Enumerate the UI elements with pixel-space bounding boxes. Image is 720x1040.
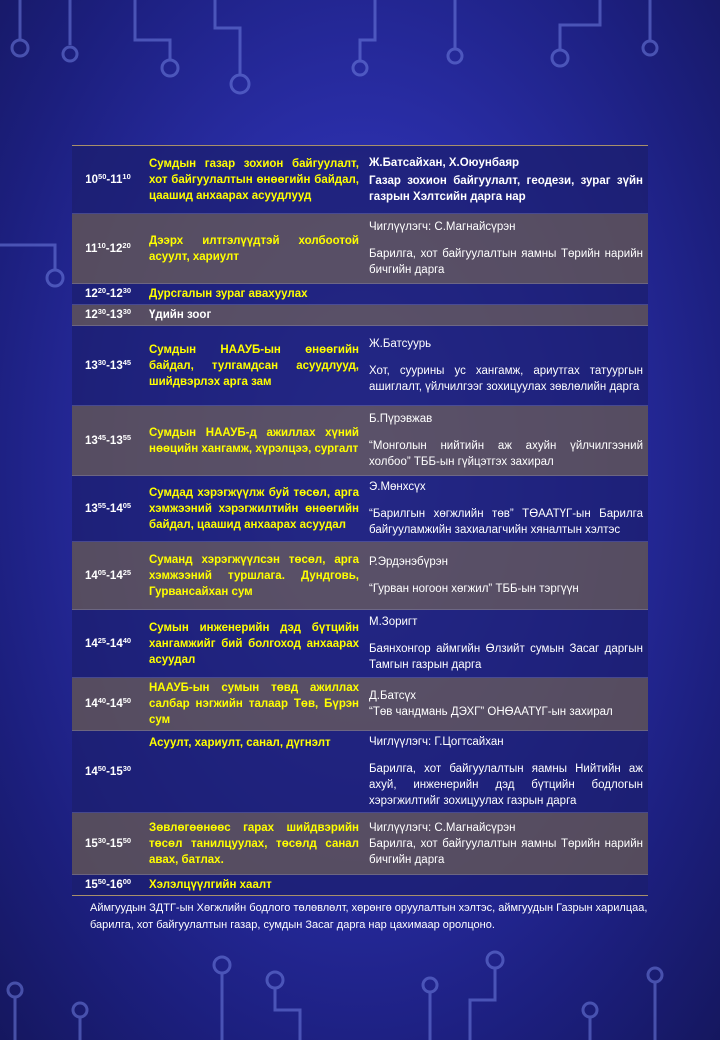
time-cell: $14^{25}-14^{40}$ [72,610,144,678]
speaker-cell [364,406,648,476]
time-cell: $13^{55}-14^{05}$ [72,476,144,542]
speaker-title: “Төв чандмань ДЭХГ” ОНӨААТҮГ-ын захирал [369,706,613,718]
topic-cell: Сумдын НААУБ-ын өнөөгийн байдал, тулгамдсан асуудлууд, шийдвэрлэх арга зам [144,326,364,406]
topic-cell: Хэлэлцүүлгийн хаалт [144,875,648,896]
agenda-row [72,875,648,896]
speaker-cell [364,214,648,284]
topic-cell: Дурсгалын зураг авахуулах [144,284,648,305]
topic-cell: Суманд хэрэгжүүлсэн төсөл, арга хэмжээний туршлага. Дундговь, Гурвансайхан сум [144,542,364,610]
speaker-title: Газар зохион байгуулалт, геодези, зураг зүйн газрын Хэлтсийн дарга нар [369,174,643,203]
speaker-cell [364,678,648,731]
speaker-title: Баянхонгор аймгийн Өлзийт сумын Засаг даргын Тамгын газрын дарга [369,643,643,671]
speaker-title: Барилга, хот байгуулалтын яамны Төрийн нарийн бичгийн дарга [369,837,643,866]
agenda-row [72,305,648,326]
time-cell: $12^{20}-12^{30}$ [72,284,144,305]
speaker-cell [364,146,648,214]
topic-cell: Үдийн зоог [144,305,648,326]
speaker-name: Р.Эрдэнэбүрэн [369,556,448,568]
agenda-row [72,813,648,875]
topic-cell: Дээрх илтгэлүүдтэй холбоотой асуулт, хариулт [144,214,364,284]
agenda-row [72,284,648,305]
speaker-name: Б.Пүрэвжав [369,413,433,425]
speaker-name: Э.Мөнхсүх [369,481,426,493]
topic-cell: Сумдын НААУБ-д ажиллах хүний нөөцийн хангамж, хүрэлцээ, сургалт [144,406,364,476]
agenda-table [72,145,648,896]
speaker-name: Чиглүүлэгч: Г.Цогтсайхан [369,736,504,748]
speaker-name: М.Зоригт [369,616,418,628]
speaker-name: Ж.Батсуурь [369,338,432,350]
topic-cell: Сумдад хэрэгжүүлж буй төсөл, арга хэмжээний хэрэгжилтийн өнөөгийн байдал, цаашид анхаарах асуудал [144,476,364,542]
time-cell: $14^{50}-15^{30}$ [72,731,144,813]
speaker-title: Барилга, хот байгуулалтын яамны Нийтийн аж ахуй, инженерийн дэд бүтцийн бодлогын хэрэгжилтийг зохицуулах газрын дарга [369,763,643,807]
agenda-row [72,731,648,813]
footnote: Аймгуудын ЗДТГ-ын Хөгжлийн бодлого төлөвлөлт, хөрөнгө оруулалтын хэлтэс, аймгуудын Газрын харилцаа, барилга, хот байгуулалтын газар, сумдын Засаг дарга нар цахимаар оролцоно. [90,902,648,931]
speaker-title: Барилга, хот байгуулалтын яамны Төрийн нарийн бичгийн дарга [369,248,643,276]
agenda-row [72,214,648,284]
topic-cell: НААУБ-ын сумын төвд ажиллах салбар нэгжийн талаар Төв, Бүрэн сум [144,678,364,731]
time-cell: $13^{30}-13^{45}$ [72,326,144,406]
agenda-row [72,326,648,406]
time-cell: $12^{30}-13^{30}$ [72,305,144,326]
time-cell: $15^{50}-16^{00}$ [72,875,144,896]
speaker-title: “Барилгын хөгжлийн төв” ТӨААТҮГ-ын Барилга байгууламжийн захиалагчийн хяналтын хэлтэс [369,508,643,536]
agenda-row [72,678,648,731]
speaker-name: Чиглүүлэгч: С.Магнайсүрэн [369,221,516,233]
time-cell: $15^{30}-15^{50}$ [72,813,144,875]
speaker-name: Ж.Батсайхан, Х.Оюунбаяр [369,156,520,169]
agenda-row [72,610,648,678]
agenda-row [72,406,648,476]
time-cell: $13^{45}-13^{55}$ [72,406,144,476]
speaker-cell [364,326,648,406]
speaker-cell [364,476,648,542]
topic-cell: Сумын инженерийн дэд бүтцийн хангамжийг бий болгоход анхаарах асуудал [144,610,364,678]
topic-cell: Асуулт, хариулт, санал, дүгнэлт [144,731,364,813]
speaker-name: Д.Батсүх [369,690,417,702]
speaker-cell [364,610,648,678]
agenda-row [72,542,648,610]
topic-cell: Сумдын газар зохион байгуулалт, хот байгуулалтын өнөөгийн байдал, цаашид анхаарах асуудлууд [144,146,364,214]
speaker-cell [364,731,648,813]
time-cell: $10^{50}-11^{10}$ [72,146,144,214]
speaker-cell [364,542,648,610]
speaker-cell [364,813,648,875]
speaker-title: “Монголын нийтийн аж ахуйн үйлчилгээний холбоо” ТББ-ын гүйцэтгэх захирал [369,440,643,468]
time-cell: $14^{05}-14^{25}$ [72,542,144,610]
agenda-row [72,476,648,542]
time-cell: $14^{40}-14^{50}$ [72,678,144,731]
agenda-row [72,146,648,214]
speaker-name: Чиглүүлэгч: С.Магнайсүрэн [369,821,516,834]
time-cell: $11^{10}-12^{20}$ [72,214,144,284]
speaker-title: Хот, суурины ус хангамж, ариутгах татуургын ашиглалт, үйлчилгээг зохицуулах зөвлөлийн дарга [369,365,643,393]
topic-cell: Зөвлөгөөнөөс гарах шийдвэрийн төсөл танилцуулах, төсөлд санал авах, батлах. [144,813,364,875]
speaker-title: “Гурван ногоон хөгжил” ТББ-ын тэргүүн [369,583,579,595]
